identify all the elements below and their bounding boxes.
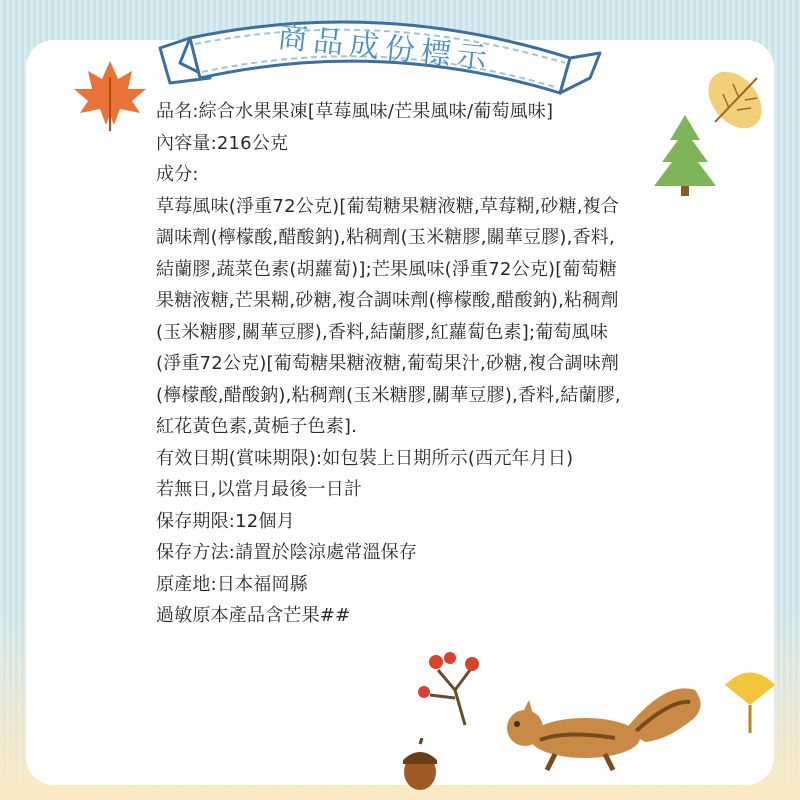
- shelf-life: 保存期限:12個月: [156, 510, 295, 532]
- pine-tree-icon: [640, 110, 730, 200]
- product-name: 品名:綜合水果果凍[草莓風味/芒果風味/葡萄風味]: [156, 101, 554, 122]
- ginkgo-leaf-icon: [715, 665, 785, 735]
- banner-title: 商品成份標示: [275, 19, 495, 78]
- content-amount: 內容量:216公克: [156, 132, 289, 154]
- origin: 原產地:日本福岡縣: [156, 573, 308, 595]
- maple-leaf-icon: [70, 55, 150, 135]
- expiry-date: 有效日期(賞味期限):如包裝上日期所示(西元年月日): [156, 447, 574, 469]
- allergen: 過敏原本產品含芒果##: [156, 605, 351, 626]
- expiry-note: 若無日,以當月最後一日計: [156, 479, 363, 500]
- ingredients-label: 成分:: [156, 164, 199, 185]
- ingredients-text: 草莓風味(淨重72公克)[葡萄糖果糖液糖,草莓糊,砂糖,複合調味劑(檸檬酸,醋酸鈉),粘稠劑(玉米糖膠,關華豆膠),香料,結蘭膠,蔬菜色素(胡蘿蔔)];芒果風味(淨重72公克)[葡萄糖果糖液糖,芒果糊,砂糖,複合調味劑(檸檬酸,醋酸鈉),粘稠劑(玉米糖膠,關華豆膠),香料,結蘭膠,紅蘿蔔色素];葡萄風味(淨重72公克)[葡萄糖果糖液糖,葡萄果汁,砂糖,複合調味劑(檸檬酸,醋酸鈉),粘稠劑(玉米糖膠,關華豆膠),香料,結蘭膠,紅花黃色素,黃梔子色素].: [156, 195, 621, 437]
- berry-branch-icon: [410, 640, 500, 730]
- acorn-icon: [395, 738, 445, 793]
- squirrel-icon: [495, 670, 715, 780]
- storage-method: 保存方法:請置於陰涼處常溫保存: [156, 542, 418, 563]
- product-info: [156, 96, 626, 632]
